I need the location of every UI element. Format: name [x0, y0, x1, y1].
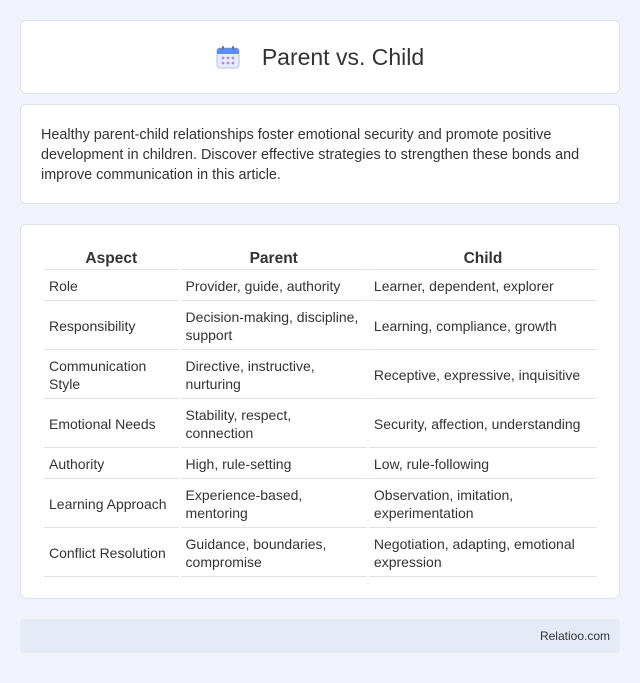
table-row [44, 303, 597, 350]
table-row [44, 401, 597, 448]
table-row [44, 481, 597, 528]
parent-cell: Directive, instructive, nurturing [181, 352, 367, 399]
table-row [44, 450, 597, 479]
parent-cell: Guidance, boundaries, compromise [181, 530, 367, 577]
parent-cell: Decision-making, discipline, support [181, 303, 367, 350]
table-row [44, 272, 597, 301]
child-cell: Learning, compliance, growth [369, 303, 597, 350]
aspect-cell: Conflict Resolution [44, 530, 179, 577]
child-cell: Low, rule-following [369, 450, 597, 479]
footer [20, 619, 620, 653]
child-cell: Security, affection, understanding [369, 401, 597, 448]
header-parent: Parent [181, 247, 367, 270]
child-cell: Learner, dependent, explorer [369, 272, 597, 301]
header-aspect: Aspect [44, 247, 179, 270]
table-header-row [44, 247, 597, 270]
aspect-cell: Responsibility [44, 303, 179, 350]
child-cell: Observation, imitation, experimentation [369, 481, 597, 528]
parent-cell: High, rule-setting [181, 450, 367, 479]
intro-text: Healthy parent-child relationships foster emotional security and promote positive development in children. Discover effective strategies to strengthen these bonds and improve communication in this article. [41, 127, 580, 183]
parent-cell: Experience-based, mentoring [181, 481, 367, 528]
table-row [44, 530, 597, 577]
intro-card [20, 104, 620, 204]
child-cell: Receptive, expressive, inquisitive [369, 352, 597, 399]
aspect-cell: Role [44, 272, 179, 301]
aspect-cell: Authority [44, 450, 179, 479]
aspect-cell: Emotional Needs [44, 401, 179, 448]
child-cell: Negotiation, adapting, emotional expression [369, 530, 597, 577]
header-child: Child [369, 247, 597, 270]
table-row [44, 352, 597, 399]
calendar-icon [216, 45, 240, 69]
comparison-table [42, 245, 599, 579]
parent-cell: Stability, respect, connection [181, 401, 367, 448]
footer-site-link[interactable]: Relatioo.com [539, 629, 610, 643]
page-title: Parent vs. Child [261, 43, 425, 70]
parent-cell: Provider, guide, authority [181, 272, 367, 301]
aspect-cell: Communication Style [44, 352, 179, 399]
aspect-cell: Learning Approach [44, 481, 179, 528]
title-card [20, 20, 620, 94]
comparison-card [20, 224, 620, 599]
